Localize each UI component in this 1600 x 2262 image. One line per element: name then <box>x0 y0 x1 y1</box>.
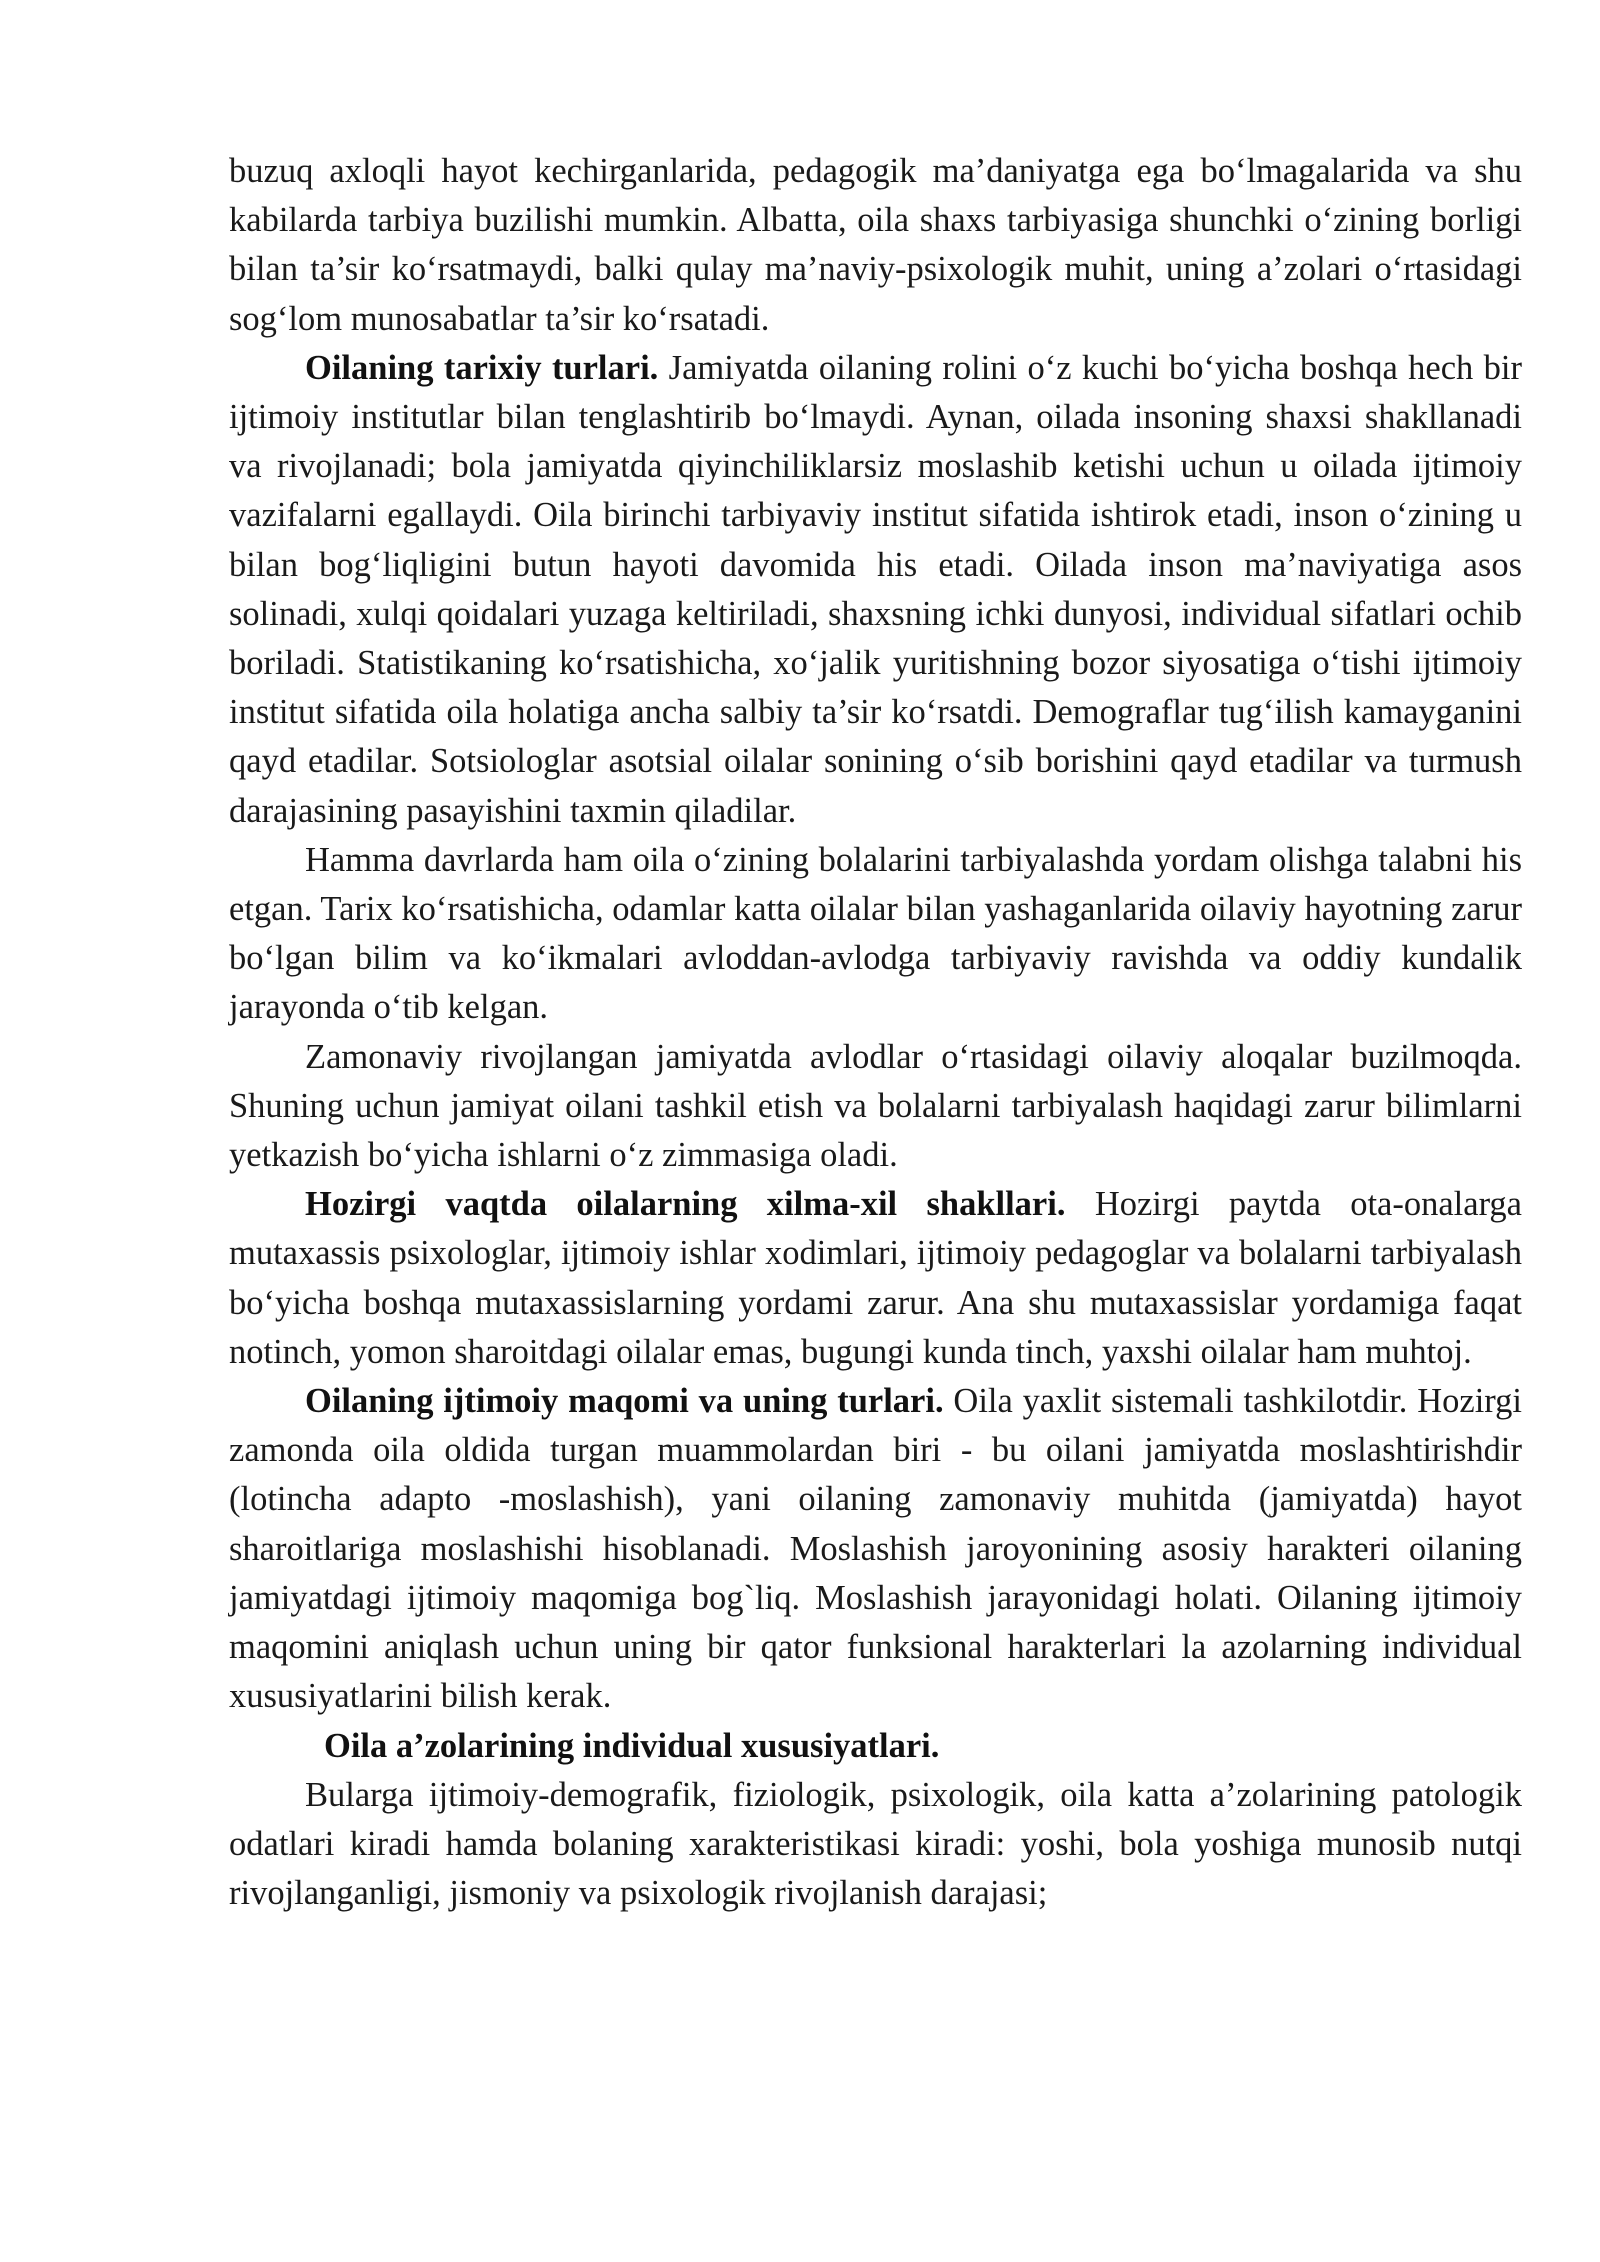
paragraph-family-forms <box>229 1180 1522 1377</box>
paragraph-text: Zamonaviy rivojlangan jamiyatda avlodlar o‘rtasidagi oilaviy aloqalar buzilmoqda. Shuning uchun jamiyat oilani tashkil etish va bolalarni tarbiyalash haqidagi zarur bilimlarni yetkazish bo‘yicha ishlarni o‘z zimmasiga oladi. <box>229 1037 1522 1175</box>
paragraph-modern-society <box>229 1033 1522 1181</box>
document-page <box>229 147 1522 1918</box>
inline-heading: Oilaning tarixiy turlari. <box>305 348 659 387</box>
paragraph-text: Hamma davrlarda ham oila o‘zining bolalarini tarbiyalashda yordam olishga talabni his etgan. Tarix ko‘rsatishicha, odamlar katta oilalar bilan yashaganlarida oilaviy hayotning zarur bo‘lgan bilim va ko‘ikmalari avloddan-avlodga tarbiyaviy ravishda va oddiy kundalik jarayonda o‘tib kelgan. <box>229 840 1522 1027</box>
paragraph-text: Hozirgi paytda ota-onalarga mutaxassis psixologlar, ijtimoiy ishlar xodimlari, ijtimoiy pedagoglar va bolalarni tarbiyalash bo‘yicha boshqa mutaxassislarning yordami zarur. Ana shu mutaxassislar yordamiga faqat notinch, yomon sharoitdagi oilalar emas, bugungi kunda tinch, yaxshi oilalar ham muhtoj. <box>229 1185 1522 1371</box>
paragraph-all-eras <box>229 836 1522 1033</box>
inline-heading: Oilaning ijtimoiy maqomi va uning turlari. <box>305 1382 944 1421</box>
inline-heading: Hozirgi vaqtda oilalarning xilma-xil shakllari. <box>305 1185 1066 1224</box>
paragraph-individual-traits <box>229 1771 1522 1919</box>
paragraph-historical-types <box>229 344 1522 836</box>
paragraph-text: Jamiyatda oilaning rolini o‘z kuchi bo‘yicha boshqa hech bir ijtimoiy institutlar bilan tenglashtirib bo‘lmaydi. Aynan, oilada insoning shaxsi shakllanadi va rivojlanadi; bola jamiyatda qiyinchiliklarsiz moslashib ketishi uchun u oilada ijtimoiy vazifalarni egallaydi. Oila birinchi tarbiyaviy institut sifatida ishtirok etadi, inson o‘zining u bilan bog‘liqligini butun hayoti davomida his etadi. Oilada inson ma’naviyatiga asos solinadi, xulqi qoidalari yuzaga keltiriladi, shaxsning ichki dunyosi, individual sifatlari ochib boriladi. Statistikaning ko‘rsatishicha, xo‘jalik yuritishning bozor siyosatiga o‘tishi ijtimoiy institut sifatida oila holatiga ancha salbiy ta’sir ko‘rsatdi. Demograflar tug‘ilish kamayganini qayd etadilar. Sotsiologlar asotsial oilalar sonining o‘sib borishini qayd etadilar va turmush darajasining pasayishini taxmin qiladilar. <box>229 348 1522 830</box>
paragraph-text: buzuq axloqli hayot kechirganlarida, pedagogik ma’daniyatga ega bo‘lmagalarida va shu kabilarda tarbiya buzilishi mumkin. Albatta, oila shaxs tarbiyasiga shunchki o‘zining borligi bilan ta’sir ko‘rsatmaydi, balki qulay ma’naviy-psixologik muhit, uning a’zolari o‘rtasidagi sog‘lom munosabatlar ta’sir ko‘rsatadi. <box>229 152 1522 338</box>
paragraph-text: Bularga ijtimoiy-demografik, fiziologik, psixologik, oila katta a’zolarining patologik odatlari kiradi hamda bolaning xarakteristikasi kiradi: yoshi, bola yoshiga munosib nutqi rivojlanganligi, jismoniy va psixologik rivojlanish darajasi; <box>229 1775 1522 1913</box>
section-heading: Oila a’zolarining individual xususiyatlari. <box>324 1726 940 1765</box>
paragraph-social-status <box>229 1377 1522 1721</box>
paragraph-continuation <box>229 147 1522 344</box>
paragraph-text: Oila yaxlit sistemali tashkilotdir. Hozirgi zamonda oila oldida turgan muammolardan biri - bu oilani jamiyatda moslashtirishdir (lotincha adapto -moslashish), yani oilaning zamonaviy muhitda (jamiyatda) hayot sharoitlariga moslashishi hisoblanadi. Moslashish jaroyonining asosiy harakteri oilaning jamiyatdagi ijtimoiy maqomiga bog`liq. Moslashish jarayonidagi holati. Oilaning ijtimoiy maqomini aniqlash uchun uning bir qator funksional harakterlari la azolarning individual xususiyatlarini bilish kerak. <box>229 1382 1523 1716</box>
